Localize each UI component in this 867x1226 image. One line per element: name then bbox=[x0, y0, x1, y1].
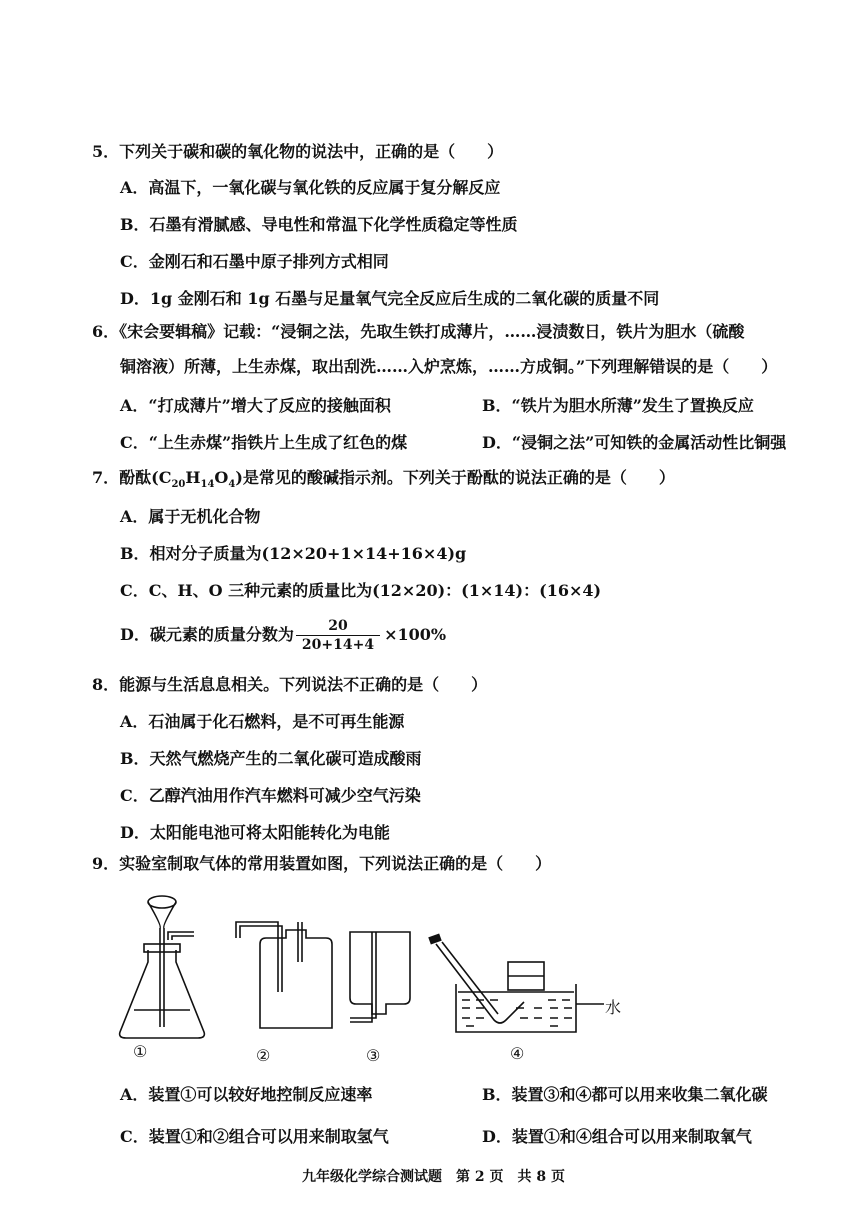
apparatus-2-bottle bbox=[236, 922, 332, 1028]
q9-stem: 9．实验室制取气体的常用装置如图，下列说法正确的是（ ） bbox=[92, 854, 552, 873]
q9-option-d: D．装置①和④组合可以用来制取氧气 bbox=[482, 1127, 752, 1146]
apparatus-label-2: ② bbox=[256, 1046, 271, 1065]
water-label: 水 bbox=[605, 998, 622, 1017]
q6-option-d: D．“浸铜之法”可知铁的金属活动性比铜强 bbox=[482, 433, 787, 452]
apparatus-1-flask bbox=[120, 896, 205, 1038]
q5-option-b: B．石墨有滑腻感、导电性和常温下化学性质稳定等性质 bbox=[120, 215, 518, 234]
apparatus-label-4: ④ bbox=[510, 1044, 525, 1063]
apparatus-figure bbox=[110, 892, 750, 1072]
q5-option-d: D．1g 金刚石和 1g 石墨与足量氧气完全反应后生成的二氧化碳的质量不同 bbox=[120, 289, 660, 308]
q8-stem: 8．能源与生活息息相关。下列说法不正确的是（ ） bbox=[92, 675, 488, 694]
q7-stem: 7．酚酞$(C_{20}H_{14}O_4)$是常见的酸碱指示剂。下列关于酚酞的说法正确的是（ ） bbox=[92, 468, 675, 491]
q8-option-c: C．乙醇汽油用作汽车燃料可减少空气污染 bbox=[120, 786, 421, 805]
q7-option-d: D．碳元素的质量分数为 $\frac{20}{20+14+4}$ ×100% bbox=[120, 618, 447, 653]
q6-stem-line2: 铜溶液）所薄，上生赤煤，取出刮洗……入炉烹炼，……方成铜。”下列理解错误的是（ ） bbox=[120, 357, 778, 376]
q5-stem: 5．下列关于碳和碳的氧化物的说法中，正确的是（ ） bbox=[92, 142, 504, 161]
apparatus-4-water-trough bbox=[429, 934, 604, 1032]
q9-option-c: C．装置①和②组合可以用来制取氢气 bbox=[120, 1127, 389, 1146]
q6-option-a: A．“打成薄片”增大了反应的接触面积 bbox=[120, 396, 391, 415]
q8-option-b: B．天然气燃烧产生的二氧化碳可造成酸雨 bbox=[120, 749, 422, 768]
q7-option-a: A．属于无机化合物 bbox=[120, 507, 261, 526]
mass-fraction: $\frac{20}{20+14+4}$ bbox=[296, 617, 380, 654]
apparatus-label-3: ③ bbox=[366, 1046, 381, 1065]
q8-option-d: D．太阳能电池可将太阳能转化为电能 bbox=[120, 823, 390, 842]
page-footer: 九年级化学综合测试题 第 2 页 共 8 页 bbox=[302, 1169, 565, 1185]
q9-option-a: A．装置①可以较好地控制反应速率 bbox=[120, 1085, 373, 1104]
apparatus-3-inverted-bottle bbox=[350, 932, 410, 1022]
q9-option-b: B．装置③和④都可以用来收集二氧化碳 bbox=[482, 1085, 768, 1104]
q6-option-b: B．“铁片为胆水所薄”发生了置换反应 bbox=[482, 396, 754, 415]
q5-option-c: C．金刚石和石墨中原子排列方式相同 bbox=[120, 252, 389, 271]
q6-stem-line1: 6．《宋会要辑稿》记载：“浸铜之法，先取生铁打成薄片，……浸渍数日，铁片为胆水（硫酸 bbox=[92, 322, 745, 341]
q7-option-c: C．C、H、O 三种元素的质量比为(12×20)：(1×14)：(16×4) bbox=[120, 581, 602, 600]
q5-option-a: A．高温下，一氧化碳与氧化铁的反应属于复分解反应 bbox=[120, 178, 501, 197]
q6-option-c: C．“上生赤煤”指铁片上生成了红色的煤 bbox=[120, 433, 408, 452]
q8-option-a: A．石油属于化石燃料，是不可再生能源 bbox=[120, 712, 405, 731]
q7-option-b: B．相对分子质量为(12×20+1×14+16×4)g bbox=[120, 544, 467, 563]
apparatus-label-1: ① bbox=[133, 1042, 148, 1061]
